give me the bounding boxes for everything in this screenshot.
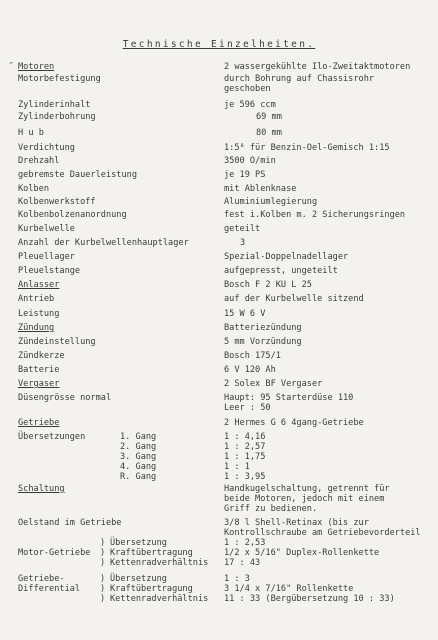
label-getriebe-differential: Getriebe- bbox=[18, 574, 65, 584]
label-zylinderinhalt: Zylinderinhalt bbox=[18, 100, 91, 110]
value-oelstand: 3/8 l Shell-Retinax (bis zur bbox=[224, 518, 369, 528]
value-schaltung: Handkugelschaltung, getrennt für bbox=[224, 484, 390, 494]
mg-value-3: 17 : 43 bbox=[224, 558, 261, 568]
value-kurbelwelle: geteilt bbox=[224, 224, 261, 234]
label-zuendkerze: Zündkerze bbox=[18, 351, 65, 361]
label-pleuelstange: Pleuelstange bbox=[18, 266, 81, 276]
value-kolbenbolzen: fest i.Kolben m. 2 Sicherungsringen bbox=[224, 210, 406, 220]
value-vergaser: 2 Solex BF Vergaser bbox=[224, 379, 323, 389]
gd-value-1: 1 : 3 bbox=[224, 574, 250, 584]
gear-4-ratio: 1 : 1 bbox=[224, 462, 250, 472]
label-zuendeinstellung: Zündeinstellung bbox=[18, 337, 96, 347]
value-drehzahl: 3500 O/min bbox=[224, 156, 276, 166]
mg-name-2: Kraftübertragung bbox=[110, 548, 193, 558]
label-hauptlager: Anzahl der Kurbelwellenhauptlager bbox=[18, 238, 189, 248]
value-duesengroesse-2: Leer : 50 bbox=[224, 403, 271, 413]
label-uebersetzungen: Übersetzungen bbox=[18, 432, 86, 442]
value-hauptlager: 3 bbox=[240, 238, 246, 248]
label-dauerleistung: gebremste Dauerleistung bbox=[18, 170, 137, 180]
margin-mark: ″ bbox=[8, 60, 15, 73]
label-zuendung: Zündung bbox=[18, 323, 55, 333]
value-anlasser: Bosch F 2 KU L 25 bbox=[224, 280, 312, 290]
gear-3: 3. Gang bbox=[120, 452, 157, 462]
mg-value-2: 1/2 x 5/16" Duplex-Rollenkette bbox=[224, 548, 380, 558]
gear-r-ratio: 1 : 3,95 bbox=[224, 472, 266, 482]
value-zylinderbohrung: 69 mm bbox=[256, 112, 282, 122]
gd-name-3: Kettenradverhältnis bbox=[110, 594, 209, 604]
label-kurbelwelle: Kurbelwelle bbox=[18, 224, 75, 234]
value-leistung: 15 W 6 V bbox=[224, 309, 266, 319]
value-batterie: 6 V 120 Ah bbox=[224, 365, 276, 375]
mg-name-3: Kettenradverhältnis bbox=[110, 558, 209, 568]
label-leistung: Leistung bbox=[18, 309, 60, 319]
brace-mg-2: ) bbox=[100, 548, 106, 558]
label-schaltung: Schaltung bbox=[18, 484, 65, 494]
brace-gd-2: ) bbox=[100, 584, 106, 594]
value-oelstand-2: Kontrollschraube am Getriebevorderteil bbox=[224, 528, 421, 538]
value-zuendeinstellung: 5 mm Vorzündung bbox=[224, 337, 302, 347]
label-kolbenwerkstoff: Kolbenwerkstoff bbox=[18, 197, 96, 207]
mg-name-1: Übersetzung bbox=[110, 538, 167, 548]
gear-1: 1. Gang bbox=[120, 432, 157, 442]
label-kolben: Kolben bbox=[18, 184, 50, 194]
label-zylinderbohrung: Zylinderbohrung bbox=[18, 112, 96, 122]
value-zuendkerze: Bosch 175/1 bbox=[224, 351, 281, 361]
value-kolbenwerkstoff: Aluminiumlegierung bbox=[224, 197, 318, 207]
brace-gd-1: ) bbox=[100, 574, 106, 584]
value-schaltung-3: Griff zu bedienen. bbox=[224, 504, 318, 514]
brace-gd-3: ) bbox=[100, 594, 106, 604]
label-pleuellager: Pleuellager bbox=[18, 252, 75, 262]
gear-r: R. Gang bbox=[120, 472, 157, 482]
label-kolbenbolzen: Kolbenbolzenanordnung bbox=[18, 210, 127, 220]
label-motoren: Motoren bbox=[18, 62, 55, 72]
label-drehzahl: Drehzahl bbox=[18, 156, 60, 166]
value-motorbefestigung-2: geschoben bbox=[224, 84, 271, 94]
label-motor-getriebe: Motor-Getriebe bbox=[18, 548, 91, 558]
value-hub: 80 mm bbox=[256, 128, 282, 138]
value-dauerleistung: je 19 PS bbox=[224, 170, 266, 180]
gd-name-1: Übersetzung bbox=[110, 574, 167, 584]
gd-value-3: 11 : 33 (Bergübersetzung 10 : 33) bbox=[224, 594, 395, 604]
value-motoren: 2 wassergekühlte Ilo-Zweitaktmotoren bbox=[224, 62, 411, 72]
label-getriebe: Getriebe bbox=[18, 418, 60, 428]
label-antrieb: Antrieb bbox=[18, 294, 55, 304]
label-batterie: Batterie bbox=[18, 365, 60, 375]
label-getriebe-differential-2: Differential bbox=[18, 584, 81, 594]
gear-1-ratio: 1 : 4,16 bbox=[224, 432, 266, 442]
value-pleuelstange: aufgepresst, ungeteilt bbox=[224, 266, 338, 276]
gear-2: 2. Gang bbox=[120, 442, 157, 452]
label-motorbefestigung: Motorbefestigung bbox=[18, 74, 101, 84]
label-anlasser: Anlasser bbox=[18, 280, 60, 290]
label-hub: H u b bbox=[18, 128, 44, 138]
gd-name-2: Kraftübertragung bbox=[110, 584, 193, 594]
brace-mg-1: ) bbox=[100, 538, 106, 548]
label-vergaser: Vergaser bbox=[18, 379, 60, 389]
value-antrieb: auf der Kurbelwelle sitzend bbox=[224, 294, 364, 304]
value-zylinderinhalt: je 596 ccm bbox=[224, 100, 276, 110]
value-getriebe: 2 Hermes G 6 4gang-Getriebe bbox=[224, 418, 364, 428]
gear-2-ratio: 1 : 2,57 bbox=[224, 442, 266, 452]
gd-value-2: 3 1/4 x 7/16" Rollenkette bbox=[224, 584, 354, 594]
value-pleuellager: Spezial-Doppelnadellager bbox=[224, 252, 349, 262]
mg-value-1: 1 : 2,53 bbox=[224, 538, 266, 548]
page-title: Technische Einzelheiten. bbox=[122, 39, 316, 50]
label-verdichtung: Verdichtung bbox=[18, 143, 75, 153]
brace-mg-3: ) bbox=[100, 558, 106, 568]
value-duesengroesse: Haupt: 95 Starterdüse 110 bbox=[224, 393, 354, 403]
value-zuendung: Batteriezündung bbox=[224, 323, 302, 333]
gear-3-ratio: 1 : 1,75 bbox=[224, 452, 266, 462]
value-verdichtung: 1:5⁸ für Benzin-Oel-Gemisch 1:15 bbox=[224, 143, 390, 153]
label-duesengroesse: Düsengrösse normal bbox=[18, 393, 112, 403]
value-schaltung-2: beide Motoren, jedoch mit einem bbox=[224, 494, 385, 504]
value-kolben: mit Ablenknase bbox=[224, 184, 297, 194]
label-oelstand: Oelstand im Getriebe bbox=[18, 518, 122, 528]
gear-4: 4. Gang bbox=[120, 462, 157, 472]
value-motorbefestigung: durch Bohrung auf Chassisrohr bbox=[224, 74, 375, 84]
